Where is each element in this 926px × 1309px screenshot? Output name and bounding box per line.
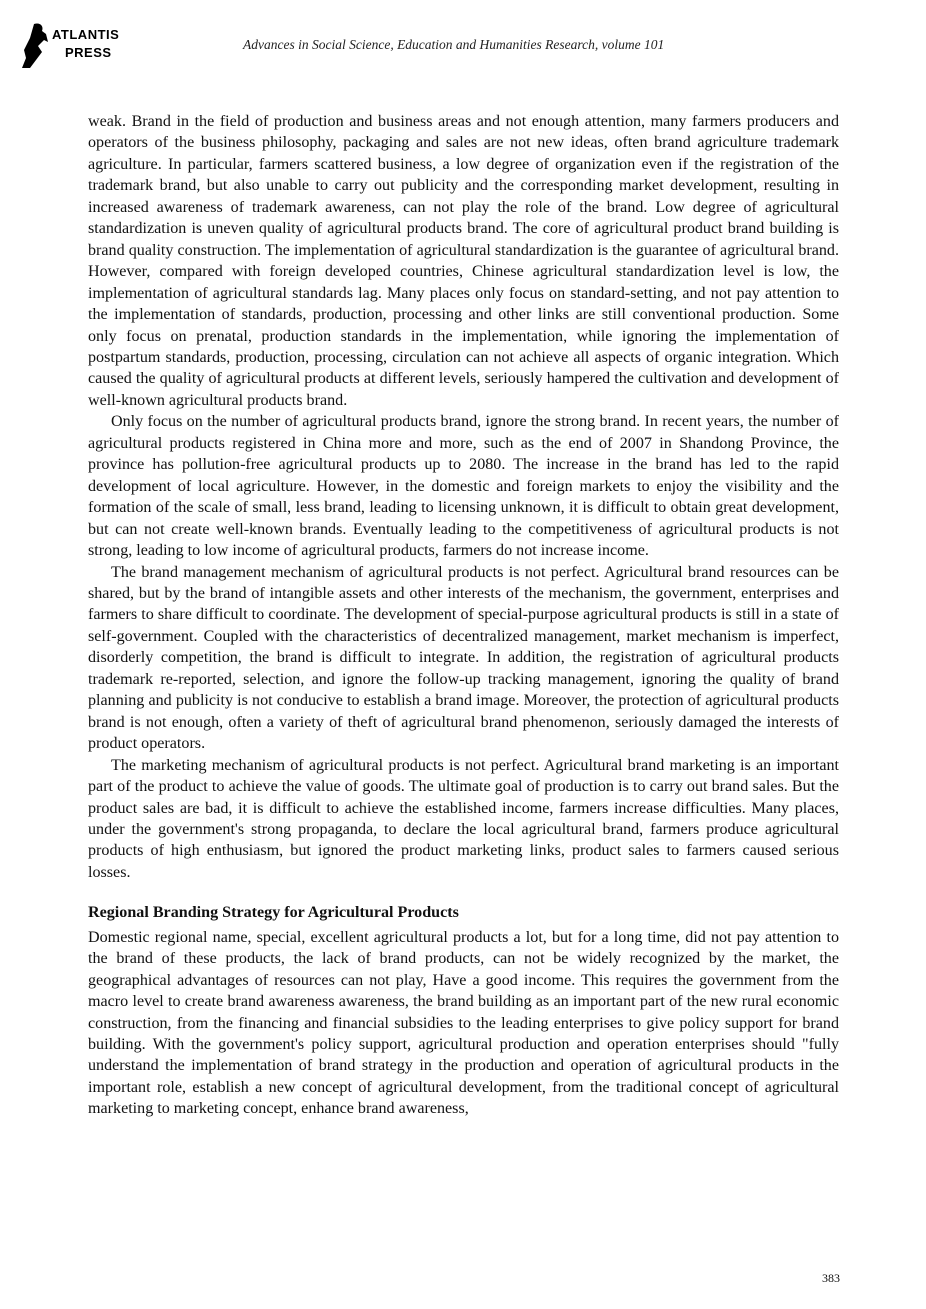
logo-text-atlantis: ATLANTIS — [52, 27, 120, 42]
document-body — [88, 111, 839, 1120]
logo-text-press: PRESS — [65, 45, 112, 60]
paragraph: The marketing mechanism of agricultural products is not perfect. Agricultural brand marketing is an important part of the product to achieve the value of goods. The ultimate goal of production is to carry out brand sales. But the product sales are bad, it is difficult to achieve the established income, farmers increase difficulties. Many places, under the government's strong propaganda, to declare the local agricultural brand, farmers produce agricultural products of high enthusiasm, but ignored the product marketing links, product sales to farmers caused serious losses. — [88, 756, 839, 881]
paragraph: Only focus on the number of agricultural products brand, ignore the strong brand. In recent years, the number of agricultural products registered in China more and more, such as the end of 2007 in Shandong Province, the province has pollution-free agricultural products up to 2080. The increase in the brand has led to the rapid development of local agriculture. However, in the domestic and foreign markets to enjoy the visibility and the formation of the scale of small, less brand, leading to licensing unknown, it is difficult to obtain great development, but can not create well-known brands. Eventually leading to the competitiveness of agricultural products is not strong, leading to low income of agricultural products, farmers do not increase income. — [88, 413, 839, 560]
atlantis-press-logo — [22, 22, 137, 72]
page-number: 383 — [822, 1271, 840, 1285]
section-heading: Regional Branding Strategy for Agricultural Products — [88, 904, 459, 922]
paragraph: The brand management mechanism of agricultural products is not perfect. Agricultural brand resources can be shared, but by the brand of intangible assets and other interests of the mechanism, the government, enterprises and farmers to share difficult to coordinate. The development of special-purpose agricultural products is still in a state of self-government. Coupled with the characteristics of decentralized management, market mechanism is imperfect, disorderly competition, the brand is difficult to integrate. In addition, the registration of agricultural products trademark re-reported, selection, and ignore the follow-up tracking management, ignoring the quality of brand planning and publicity is not conducive to establish a brand image. Moreover, the protection of agricultural products brand is not enough, often a variety of theft of agricultural brand phenomenon, seriously damaged the interests of product operators. — [88, 563, 839, 753]
running-title: Advances in Social Science, Education and Humanities Research, volume 101 — [243, 37, 665, 52]
paragraph: Domestic regional name, special, excellent agricultural products a lot, but for a long time, did not pay attention to the brand of these products, the lack of brand products, can not be widely recognized by the market, the geographical advantages of resources can not play, Have a good income. This requires the government from the macro level to create brand awareness awareness, the brand building as an important part of the new rural economic construction, from the financing and financial subsidies to the leading enterprises to give policy support for brand building. With the government's policy support, agricultural production and operation enterprises should "fully understand the implementation of brand strategy in the production and operation of agricultural products in the important role, establish a new concept of agricultural development, from the traditional concept of agricultural marketing to marketing concept, enhance brand awareness, — [88, 928, 839, 1118]
paragraph: weak. Brand in the field of production and business areas and not enough attention, many farmers producers and operators of the business philosophy, packaging and sales are not new ideas, often brand agriculture trademark agriculture. In particular, farmers scattered business, a low degree of organization even if the registration of the trademark brand, but also unable to carry out publicity and the corresponding market development, resulting in increased awareness of trademark awareness, can not play the role of the brand. Low degree of agricultural standardization is uneven quality of agricultural products brand. The core of agricultural product brand building is brand quality construction. The implementation of agricultural standardization is the guarantee of agricultural brand. However, compared with foreign developed countries, Chinese agricultural standardization level is low, the implementation of agricultural standards lag. Many places only focus on standard-setting, and not pay attention to the implementation of standards, production, processing and other links are still conventional production. Some only focus on prenatal, production standards in the implementation, while ignoring the implementation of postpartum standards, production, processing, circulation can not achieve all aspects of organic integration. Which caused the quality of agricultural products at different levels, seriously hampered the cultivation and development of well-known agricultural products brand. — [88, 113, 839, 409]
thinker-logo-icon — [22, 22, 54, 68]
